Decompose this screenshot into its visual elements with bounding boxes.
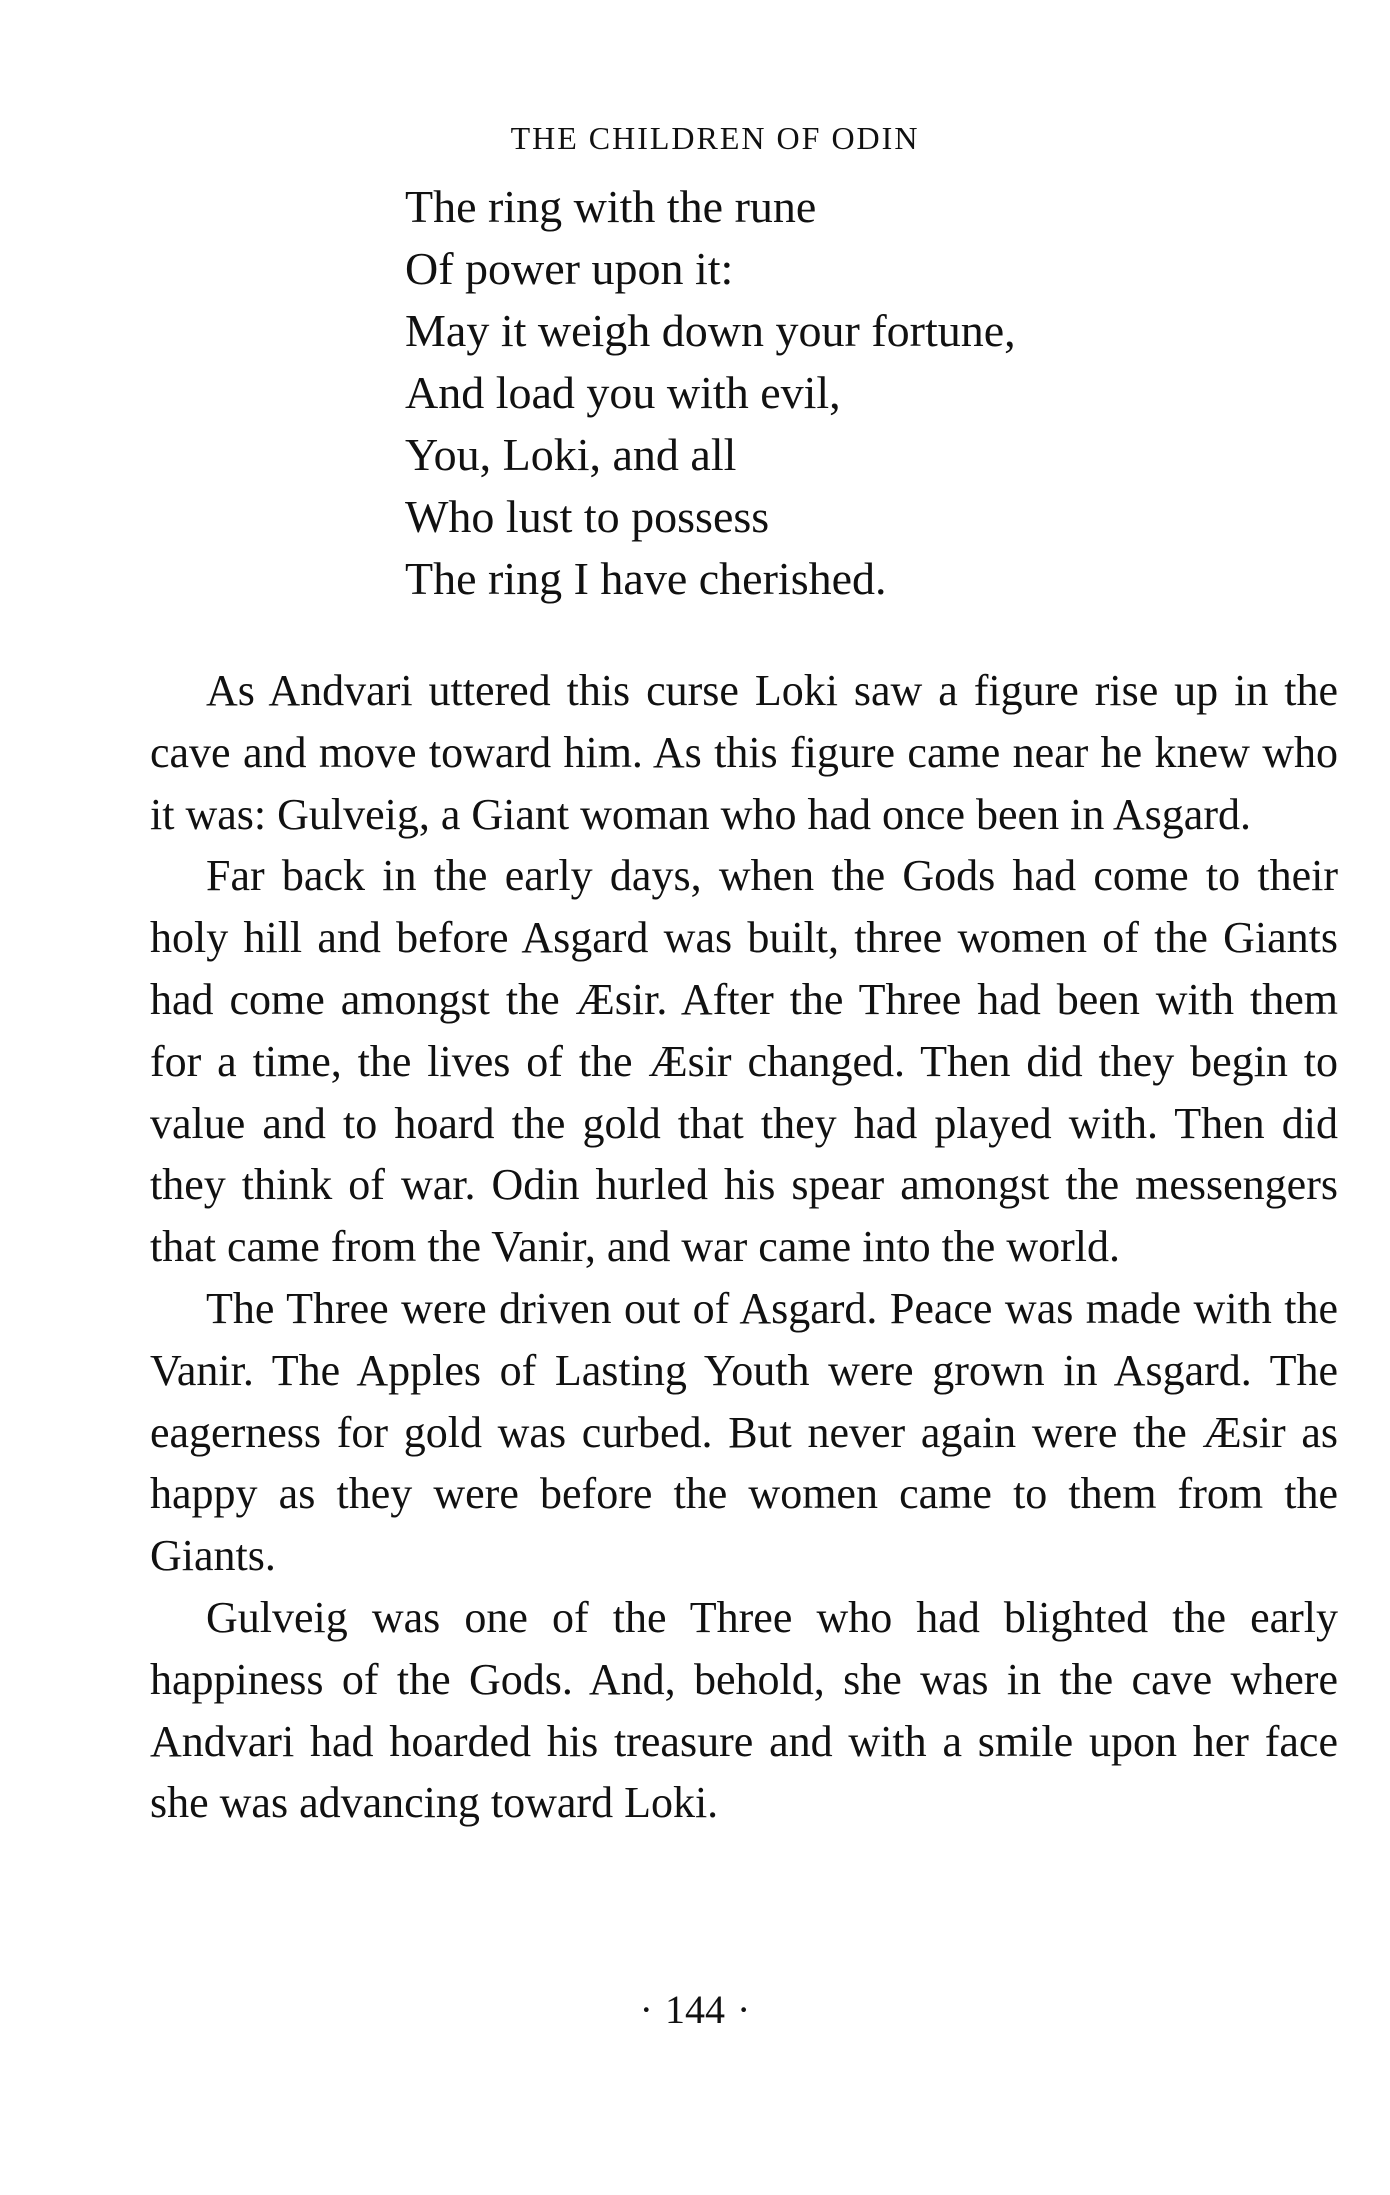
running-head (0, 118, 1390, 158)
page-number: 144 (665, 1987, 725, 2032)
verse-line: The ring I have cherished. (405, 553, 887, 604)
paragraph: As Andvari uttered this curse Loki saw a figure rise up in the cave and move toward him. As this figure came near he knew who it was: Gulveig, a Giant woman who had once been in Asgard. (150, 666, 1338, 839)
verse-line: And load you with evil, (405, 367, 841, 418)
running-title: THE CHILDREN OF ODIN (510, 120, 920, 156)
body-text (150, 660, 1338, 1834)
folio-ornament-right: · (737, 1987, 751, 2032)
page-folio (0, 1986, 1390, 2034)
verse-line: The ring with the rune (405, 181, 817, 232)
folio-ornament-left: · (639, 1987, 653, 2032)
verse-line: Of power upon it: (405, 243, 734, 294)
paragraph: The Three were driven out of Asgard. Peace was made with the Vanir. The Apples of Lasting Youth were grown in Asgard. The eagerness for gold was curbed. But never again were the Æsir as happy as they were before the women came to them from the Giants. (150, 1283, 1338, 1581)
paragraph: Far back in the early days, when the Gods had come to their holy hill and before Asgard was built, three women of the Giants had come amongst the Æsir. After the Three had been with them for a time, the lives of the Æsir changed. Then did they begin to value and to hoard the gold that they had played with. Then did they think of war. Odin hurled his spear amongst the messengers that came from the Vanir, and war came into the world. (150, 851, 1338, 1272)
verse-line: Who lust to possess (405, 491, 770, 542)
verse-block (405, 176, 1016, 610)
verse-line: May it weigh down your fortune, (405, 305, 1016, 356)
paragraph: Gulveig was one of the Three who had blighted the early happiness of the Gods. And, behold, she was in the cave where Andvari had hoarded his treasure and with a smile upon her face she was advancing toward Loki. (150, 1592, 1338, 1828)
verse-line: You, Loki, and all (405, 429, 737, 480)
